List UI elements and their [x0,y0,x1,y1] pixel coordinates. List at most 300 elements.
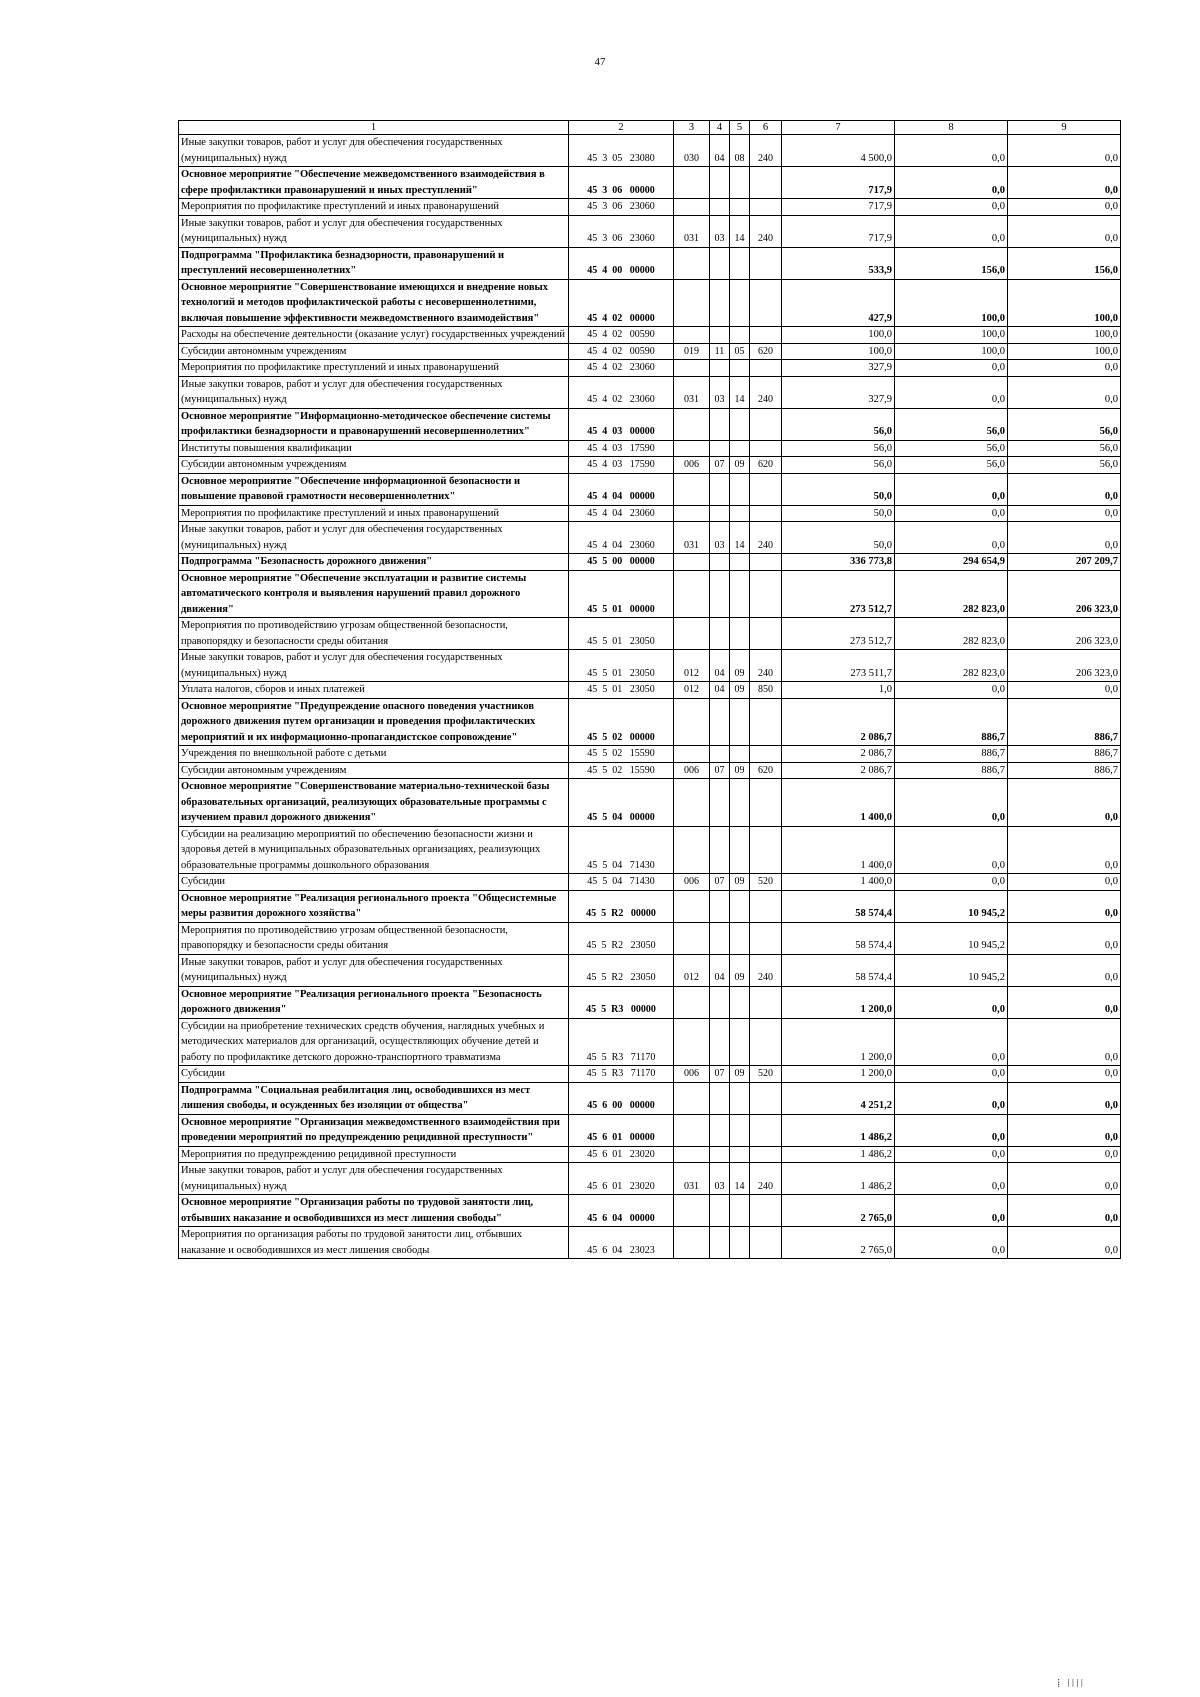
row-value-8: 282 823,0 [895,650,1008,682]
row-section: 04 [710,954,730,986]
row-expense-type [750,408,782,440]
row-section [710,1195,730,1227]
row-value-8: 10 945,2 [895,890,1008,922]
row-subsection [730,1195,750,1227]
row-subsection: 09 [730,457,750,474]
row-code: 45 3 06 23060 [569,199,674,216]
row-subsection [730,1227,750,1259]
table-row [179,167,1121,199]
row-value-9: 0,0 [1008,826,1121,874]
row-expense-type: 520 [750,874,782,891]
row-value-8: 56,0 [895,457,1008,474]
row-value-7: 1 486,2 [782,1114,895,1146]
row-value-9: 0,0 [1008,522,1121,554]
table-row [179,554,1121,571]
row-name: Основное мероприятие "Совершенствование имеющихся и внедрение новых технологий и методов профилактической работы с несовершеннолетними, включая повышение эффективности межведомственного взаимодействия" [179,279,569,327]
row-name: Подпрограмма "Профилактика безнадзорности, правонарушений и преступлений несовершеннолетних" [179,247,569,279]
row-code: 45 5 R2 23050 [569,954,674,986]
row-expense-type [750,570,782,618]
row-value-9: 0,0 [1008,360,1121,377]
column-header-5: 5 [730,121,750,135]
row-ministry: 030 [674,135,710,167]
row-section: 04 [710,682,730,699]
row-value-8: 0,0 [895,135,1008,167]
row-value-9: 100,0 [1008,279,1121,327]
row-value-8: 100,0 [895,279,1008,327]
row-section [710,746,730,763]
row-subsection: 14 [730,1163,750,1195]
row-code: 45 5 02 15590 [569,746,674,763]
row-section [710,698,730,746]
row-value-9: 0,0 [1008,986,1121,1018]
row-subsection [730,360,750,377]
row-value-8: 100,0 [895,343,1008,360]
row-section [710,199,730,216]
row-code: 45 4 02 23060 [569,360,674,377]
row-name: Основное мероприятие "Обеспечение информационной безопасности и повышение правовой грамотности несовершеннолетних" [179,473,569,505]
row-ministry [674,1082,710,1114]
row-expense-type [750,327,782,344]
row-value-7: 100,0 [782,343,895,360]
row-section [710,890,730,922]
row-code: 45 6 01 00000 [569,1114,674,1146]
table-row [179,986,1121,1018]
row-value-7: 56,0 [782,457,895,474]
row-ministry [674,473,710,505]
row-value-7: 327,9 [782,376,895,408]
row-ministry [674,570,710,618]
table-row [179,247,1121,279]
row-name: Подпрограмма "Социальная реабилитация лиц, освободившихся из мест лишения свободы, и осужденных без изоляции от общества" [179,1082,569,1114]
row-name: Субсидии автономным учреждениям [179,762,569,779]
row-value-9: 206 323,0 [1008,650,1121,682]
row-ministry [674,554,710,571]
budget-table [178,120,1121,1259]
row-ministry [674,505,710,522]
column-header-8: 8 [895,121,1008,135]
row-value-9: 0,0 [1008,135,1121,167]
row-subsection [730,890,750,922]
table-row [179,1066,1121,1083]
row-subsection [730,199,750,216]
row-value-8: 0,0 [895,215,1008,247]
row-section: 07 [710,1066,730,1083]
table-row [179,1018,1121,1066]
row-expense-type [750,779,782,827]
row-code: 45 5 04 71430 [569,874,674,891]
row-subsection [730,247,750,279]
row-section [710,618,730,650]
row-name: Субсидии автономным учреждениям [179,343,569,360]
row-value-9: 0,0 [1008,682,1121,699]
row-code: 45 6 04 00000 [569,1195,674,1227]
row-section [710,922,730,954]
row-name: Учреждения по внешкольной работе с детьми [179,746,569,763]
row-ministry: 012 [674,682,710,699]
row-section: 03 [710,215,730,247]
row-subsection [730,986,750,1018]
row-expense-type: 240 [750,954,782,986]
row-subsection [730,440,750,457]
row-value-9: 0,0 [1008,1146,1121,1163]
row-value-9: 206 323,0 [1008,618,1121,650]
row-name: Расходы на обеспечение деятельности (оказание услуг) государственных учреждений [179,327,569,344]
row-value-9: 56,0 [1008,457,1121,474]
row-section: 04 [710,135,730,167]
row-section [710,986,730,1018]
row-ministry [674,167,710,199]
row-subsection: 09 [730,682,750,699]
table-row [179,279,1121,327]
row-name: Мероприятия по противодействию угрозам общественной безопасности, правопорядку и безопасности среды обитания [179,618,569,650]
column-header-6: 6 [750,121,782,135]
row-ministry [674,247,710,279]
row-value-8: 0,0 [895,826,1008,874]
row-value-7: 1 200,0 [782,1018,895,1066]
row-expense-type: 240 [750,650,782,682]
row-code: 45 5 02 15590 [569,762,674,779]
row-value-7: 56,0 [782,408,895,440]
table-row [179,826,1121,874]
row-name: Основное мероприятие "Обеспечение эксплуатации и развитие системы автоматического контроля и выявления нарушений правил дорожного движения" [179,570,569,618]
row-expense-type [750,1195,782,1227]
row-subsection [730,505,750,522]
row-value-7: 273 512,7 [782,618,895,650]
row-expense-type [750,199,782,216]
row-value-7: 1 200,0 [782,986,895,1018]
row-value-7: 4 251,2 [782,1082,895,1114]
row-value-7: 327,9 [782,360,895,377]
row-expense-type: 240 [750,522,782,554]
row-code: 45 4 03 00000 [569,408,674,440]
table-row [179,874,1121,891]
row-value-7: 1,0 [782,682,895,699]
row-name: Субсидии [179,1066,569,1083]
row-expense-type [750,698,782,746]
row-value-7: 273 511,7 [782,650,895,682]
row-ministry: 012 [674,650,710,682]
row-code: 45 6 04 23023 [569,1227,674,1259]
row-value-9: 0,0 [1008,922,1121,954]
row-ministry [674,1195,710,1227]
row-code: 45 5 R3 00000 [569,986,674,1018]
row-subsection [730,618,750,650]
table-row [179,1146,1121,1163]
row-value-8: 294 654,9 [895,554,1008,571]
row-name: Основное мероприятие "Совершенствование материально-технической базы образовательных организаций, реализующих образовательные программы с изучением правил дорожного движения" [179,779,569,827]
row-ministry [674,618,710,650]
row-value-8: 0,0 [895,1227,1008,1259]
table-row [179,1227,1121,1259]
row-name: Основное мероприятие "Предупреждение опасного поведения участников дорожного движения путем организации и проведения профилактических мероприятий и их информационно-пропагандистское сопровождение" [179,698,569,746]
row-subsection: 05 [730,343,750,360]
row-section: 07 [710,762,730,779]
table-row [179,922,1121,954]
row-code: 45 4 00 00000 [569,247,674,279]
row-ministry: 006 [674,457,710,474]
row-value-9: 0,0 [1008,1082,1121,1114]
row-section [710,570,730,618]
row-subsection [730,1146,750,1163]
row-value-7: 58 574,4 [782,922,895,954]
row-expense-type: 620 [750,457,782,474]
row-expense-type [750,1018,782,1066]
row-name: Иные закупки товаров, работ и услуг для обеспечения государственных (муниципальных) нужд [179,135,569,167]
scan-mark: ⁞ ǀǀǀǀ [1057,1676,1085,1690]
row-section [710,440,730,457]
row-subsection [730,327,750,344]
table-row [179,682,1121,699]
row-value-7: 717,9 [782,167,895,199]
row-section: 03 [710,1163,730,1195]
row-value-8: 100,0 [895,327,1008,344]
row-value-7: 1 486,2 [782,1146,895,1163]
row-code: 45 4 03 17590 [569,440,674,457]
row-code: 45 3 06 23060 [569,215,674,247]
row-value-8: 0,0 [895,1163,1008,1195]
row-ministry: 031 [674,376,710,408]
row-section [710,473,730,505]
row-section: 03 [710,376,730,408]
row-name: Основное мероприятие "Обеспечение межведомственного взаимодействия в сфере профилактики правонарушений и иных преступлений" [179,167,569,199]
row-code: 45 6 01 23020 [569,1146,674,1163]
row-value-8: 0,0 [895,874,1008,891]
row-value-9: 886,7 [1008,762,1121,779]
row-name: Мероприятия по предупреждению рецидивной преступности [179,1146,569,1163]
table-row [179,522,1121,554]
row-ministry [674,408,710,440]
column-header-3: 3 [674,121,710,135]
row-section [710,505,730,522]
row-section: 07 [710,874,730,891]
table-row [179,199,1121,216]
row-ministry: 012 [674,954,710,986]
row-code: 45 3 06 00000 [569,167,674,199]
row-value-9: 0,0 [1008,215,1121,247]
row-value-8: 0,0 [895,682,1008,699]
table-row [179,1163,1121,1195]
row-code: 45 5 R3 71170 [569,1018,674,1066]
row-value-9: 0,0 [1008,954,1121,986]
row-name: Уплата налогов, сборов и иных платежей [179,682,569,699]
row-expense-type [750,505,782,522]
row-section [710,327,730,344]
row-value-7: 1 400,0 [782,779,895,827]
row-subsection [730,279,750,327]
row-value-8: 56,0 [895,408,1008,440]
row-ministry [674,922,710,954]
row-subsection: 14 [730,376,750,408]
row-expense-type [750,440,782,457]
row-section [710,1018,730,1066]
row-value-7: 50,0 [782,505,895,522]
row-value-8: 0,0 [895,505,1008,522]
row-value-7: 533,9 [782,247,895,279]
row-value-8: 886,7 [895,698,1008,746]
row-value-8: 0,0 [895,376,1008,408]
table-header-row [179,121,1121,135]
row-subsection [730,1114,750,1146]
row-code: 45 4 02 00590 [569,327,674,344]
row-value-9: 0,0 [1008,874,1121,891]
row-value-7: 427,9 [782,279,895,327]
row-ministry [674,1018,710,1066]
row-value-8: 10 945,2 [895,922,1008,954]
row-value-7: 2 086,7 [782,746,895,763]
row-subsection: 09 [730,954,750,986]
row-expense-type [750,1082,782,1114]
table-row [179,408,1121,440]
row-expense-type: 520 [750,1066,782,1083]
row-ministry: 019 [674,343,710,360]
row-expense-type [750,890,782,922]
row-section [710,1082,730,1114]
row-name: Иные закупки товаров, работ и услуг для обеспечения государственных (муниципальных) нужд [179,522,569,554]
row-section [710,779,730,827]
row-name: Иные закупки товаров, работ и услуг для обеспечения государственных (муниципальных) нужд [179,376,569,408]
row-section [710,279,730,327]
row-name: Институты повышения квалификации [179,440,569,457]
row-value-9: 0,0 [1008,1227,1121,1259]
row-section [710,408,730,440]
row-value-7: 1 400,0 [782,826,895,874]
row-subsection: 08 [730,135,750,167]
row-code: 45 5 R2 00000 [569,890,674,922]
row-subsection [730,473,750,505]
row-subsection: 09 [730,1066,750,1083]
row-expense-type: 620 [750,343,782,360]
row-subsection [730,167,750,199]
row-name: Мероприятия по профилактике преступлений и иных правонарушений [179,199,569,216]
row-code: 45 4 04 00000 [569,473,674,505]
row-value-9: 0,0 [1008,1114,1121,1146]
column-header-4: 4 [710,121,730,135]
row-expense-type: 240 [750,135,782,167]
row-name: Субсидии автономным учреждениям [179,457,569,474]
row-value-8: 886,7 [895,762,1008,779]
row-subsection [730,826,750,874]
table-row [179,1195,1121,1227]
row-expense-type: 240 [750,215,782,247]
row-value-8: 0,0 [895,1066,1008,1083]
row-ministry [674,360,710,377]
row-code: 45 5 00 00000 [569,554,674,571]
row-ministry [674,698,710,746]
table-row [179,215,1121,247]
row-ministry [674,779,710,827]
row-value-9: 0,0 [1008,376,1121,408]
row-expense-type: 240 [750,1163,782,1195]
row-subsection [730,570,750,618]
row-section [710,1227,730,1259]
row-subsection: 14 [730,215,750,247]
row-name: Иные закупки товаров, работ и услуг для обеспечения государственных (муниципальных) нужд [179,954,569,986]
table-row [179,570,1121,618]
table-body [179,135,1121,1259]
row-value-9: 0,0 [1008,199,1121,216]
table-row [179,1114,1121,1146]
row-subsection [730,779,750,827]
row-value-9: 0,0 [1008,473,1121,505]
row-value-9: 100,0 [1008,343,1121,360]
row-subsection [730,1082,750,1114]
row-expense-type [750,167,782,199]
row-expense-type [750,746,782,763]
row-value-7: 2 086,7 [782,762,895,779]
row-ministry [674,1227,710,1259]
row-name: Субсидии на приобретение технических средств обучения, наглядных учебных и методических материалов для организаций, осуществляющих обучение детей и работу по профилактике детского дорожно-транспортного травматизма [179,1018,569,1066]
row-section [710,826,730,874]
row-name: Мероприятия по профилактике преступлений и иных правонарушений [179,360,569,377]
row-expense-type [750,360,782,377]
column-header-1: 1 [179,121,569,135]
row-code: 45 5 01 23050 [569,682,674,699]
row-expense-type [750,1227,782,1259]
row-section [710,360,730,377]
table-row [179,890,1121,922]
row-code: 45 5 04 00000 [569,779,674,827]
row-ministry [674,440,710,457]
row-subsection [730,408,750,440]
row-value-8: 10 945,2 [895,954,1008,986]
row-expense-type [750,279,782,327]
row-name: Мероприятия по организация работы по трудовой занятости лиц, отбывших наказание и освободившихся из мест лишения свободы [179,1227,569,1259]
row-ministry [674,1114,710,1146]
row-ministry: 006 [674,1066,710,1083]
row-value-8: 0,0 [895,1018,1008,1066]
row-section [710,1114,730,1146]
row-value-9: 0,0 [1008,1195,1121,1227]
row-section [710,247,730,279]
row-ministry: 006 [674,762,710,779]
row-ministry [674,826,710,874]
row-code: 45 4 04 23060 [569,522,674,554]
column-header-7: 7 [782,121,895,135]
row-value-7: 1 486,2 [782,1163,895,1195]
row-subsection: 14 [730,522,750,554]
row-value-9: 156,0 [1008,247,1121,279]
row-code: 45 4 02 00000 [569,279,674,327]
row-ministry [674,199,710,216]
row-section [710,1146,730,1163]
row-value-7: 50,0 [782,522,895,554]
row-code: 45 6 01 23020 [569,1163,674,1195]
table-row [179,327,1121,344]
row-ministry [674,1146,710,1163]
row-name: Субсидии [179,874,569,891]
row-value-9: 0,0 [1008,1018,1121,1066]
row-code: 45 5 02 00000 [569,698,674,746]
row-expense-type [750,1114,782,1146]
row-section: 04 [710,650,730,682]
row-ministry [674,986,710,1018]
row-name: Иные закупки товаров, работ и услуг для обеспечения государственных (муниципальных) нужд [179,1163,569,1195]
table-row [179,954,1121,986]
row-subsection [730,746,750,763]
row-value-7: 273 512,7 [782,570,895,618]
row-value-7: 58 574,4 [782,954,895,986]
row-name: Подпрограмма "Безопасность дорожного движения" [179,554,569,571]
row-value-7: 1 400,0 [782,874,895,891]
row-name: Иные закупки товаров, работ и услуг для обеспечения государственных (муниципальных) нужд [179,650,569,682]
row-name: Мероприятия по противодействию угрозам общественной безопасности, правопорядку и безопасности среды обитания [179,922,569,954]
row-value-9: 0,0 [1008,890,1121,922]
row-name: Субсидии на реализацию мероприятий по обеспечению безопасности жизни и здоровья детей в муниципальных образовательных организациях, реализующих образовательные программы дошкольного образования [179,826,569,874]
table-row [179,779,1121,827]
page-number: 47 [594,56,606,68]
row-name: Основное мероприятие "Организация межведомственного взаимодействия при проведении мероприятий по предупреждению рецидивной преступности" [179,1114,569,1146]
row-ministry: 006 [674,874,710,891]
